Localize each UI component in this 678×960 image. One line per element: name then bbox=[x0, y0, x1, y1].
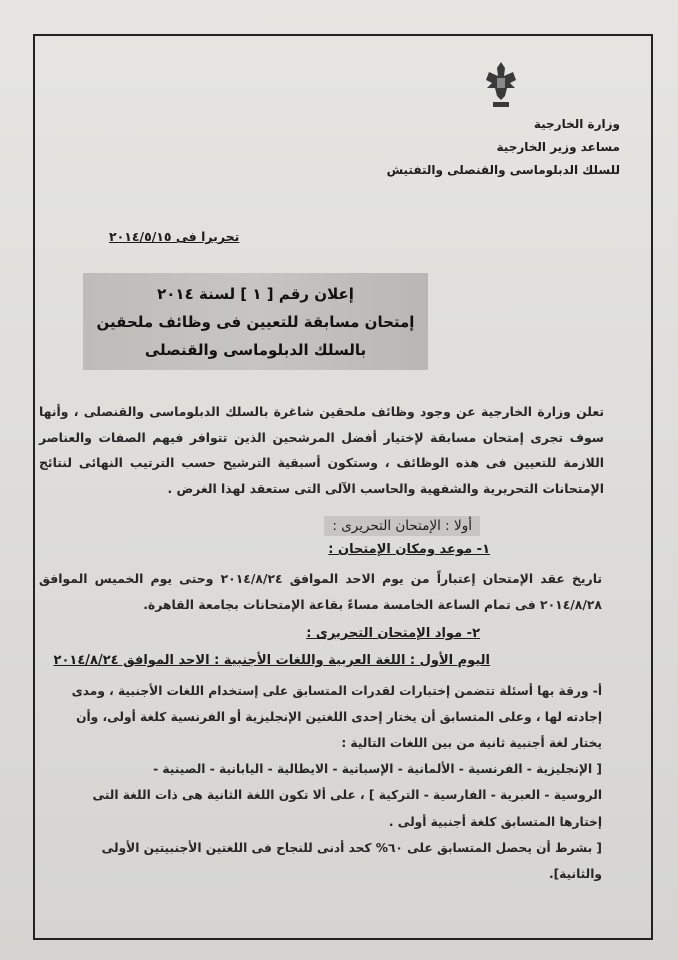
section-written-exam-title: أولا : الإمتحان التحريرى : bbox=[324, 516, 480, 536]
text-line: والثانية]. bbox=[548, 867, 602, 881]
exam-date-place-heading: ١- موعد ومكان الإمتحان : bbox=[328, 542, 490, 557]
banner-service: بالسلك الدبلوماسى والقنصلى bbox=[144, 341, 367, 359]
banner-subject: إمتحان مسابقة للتعيين فى وظائف ملحقين bbox=[96, 313, 415, 331]
header-ministry: وزارة الخارجية bbox=[533, 117, 620, 131]
issue-date: تحريرا فى ٢٠١٤/٥/١٥ bbox=[109, 229, 240, 244]
eagle-emblem-icon bbox=[483, 56, 519, 112]
announcement-banner bbox=[83, 273, 428, 370]
text-line: أ- ورقة بها أسئلة تتضمن إختبارات لقدرات المتسابق على إستخدام اللغات الأجنبية ، ومدى bbox=[71, 684, 602, 698]
intro-paragraph: تعلن وزارة الخارجية عن وجود وظائف ملحقين شاغرة بالسلك الدبلوماسى والقنصلى ، وأنها سوف تجرى إمتحان مسابقة لإختيار أفضل المرشحين الذين تتوافر فيهم الصفات والعناصر اللازمة للتعيين فى هذه الوظائف ، وستكون أسبقية الترشيح حسب الترتيب النهائى لنتائج الإمتحانات التحريرية والشفهية والحاسب الآلى التى ستعقد لهذا الغرض . bbox=[39, 404, 604, 496]
header-assistant: مساعد وزير الخارجية bbox=[496, 140, 620, 154]
text-line: الروسية - العبرية - الفارسية - التركية ] ، على ألا تكون اللغة الثانية هى ذات اللغة التى bbox=[92, 788, 602, 802]
text-line: إجادته لها ، وعلى المتسابق أن يختار إحدى اللغتين الإنجليزية أو الفرنسية كلغة أولى، وأن bbox=[76, 710, 602, 724]
text-line: [ الإنجليزية - الفرنسية - الألمانية - الإسبانية - الايطالية - اليابانية - الصينية - bbox=[153, 762, 602, 776]
letter-content bbox=[36, 36, 650, 936]
text-line: يختار لغة أجنبية ثانية من بين اللغات التالية : bbox=[341, 736, 602, 750]
text-line: إختارها المتسابق كلغة أجنبية أولى . bbox=[388, 815, 602, 829]
exam-subjects-heading: ٢- مواد الإمتحان التحريرى : bbox=[306, 626, 480, 641]
exam-date-place-text: تاريخ عقد الإمتحان إعتباراً من يوم الاحد الموافق ٢٠١٤/٨/٢٤ وحتى يوم الخميس الموافق ٢٠١٤/٨/٢٨ فى تمام الساعة الخامسة مساءً بقاعة الإمتحانات بجامعة القاهرة. bbox=[39, 571, 602, 612]
day-one-heading: اليوم الأول : اللغة العربية واللغات الأجنبية : الاحد الموافق ٢٠١٤/٨/٢٤ bbox=[53, 653, 490, 668]
text-line: [ بشرط أن يحصل المتسابق على ٦٠% كحد أدنى للنجاح فى اللغتين الأجنبيتين الأولى bbox=[101, 841, 602, 855]
banner-announcement-number: إعلان رقم [ ١ ] لسنة ٢٠١٤ bbox=[157, 285, 354, 303]
header-department: للسلك الدبلوماسى والقنصلى والتفتيش bbox=[386, 163, 620, 177]
